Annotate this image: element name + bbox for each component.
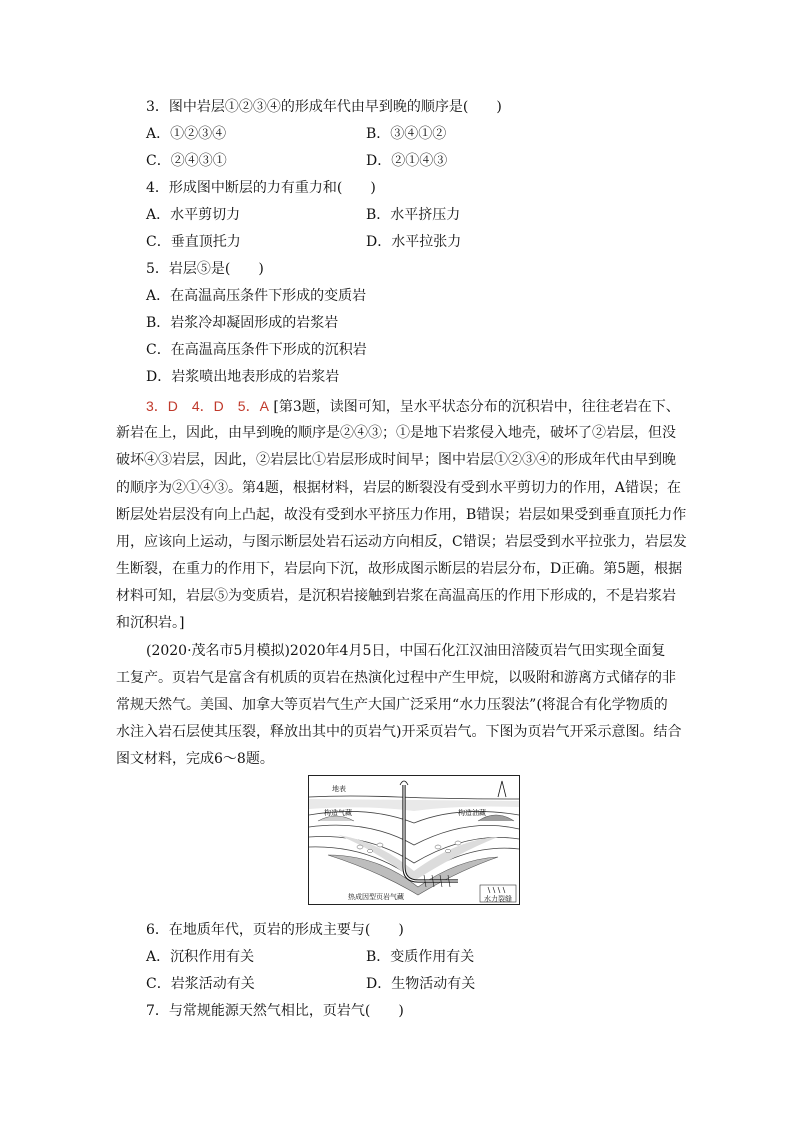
question-5-option-c: C．在高温高压条件下形成的沉积岩 [146, 342, 367, 358]
answer-line: 断层处岩层没有向上凸起，故没有受到水平挤压力作用，B错误；岩层如果受到垂直顶托力作 [116, 507, 687, 523]
question-6-option-b: B．变质作用有关 [366, 949, 475, 965]
question-4-option-b: B．水平挤压力 [366, 207, 461, 223]
label-thermal-shale-gas: 热成因型页岩气藏 [348, 893, 404, 901]
answer-line: 新岩在上，因此，由早到晚的顺序是②④③；①是地下岩浆侵入地壳，破坏了②岩层，但没 [116, 425, 676, 441]
answer-line: 用，应该向上运动，与图示断层处岩石运动方向相反，C错误；岩层受到水平拉张力，岩层发 [116, 534, 687, 550]
question-6-option-c: C．岩浆活动有关 [146, 976, 255, 992]
material-line: (2020·茂名市5月模拟)2020年4月5日，中国石化江汉油田涪陵页岩气田实现全面复 [146, 643, 666, 659]
question-3-option-b: B．③④①② [366, 126, 447, 142]
question-6-stem: 6．在地质年代，页岩的形成主要与( ) [146, 922, 404, 938]
material-line: 常规天然气。美国、加拿大等页岩气生产大国广泛采用“水力压裂法”(将混合有化学物质的 [116, 697, 668, 713]
answer-line: [第3题，读图可知，呈水平状态分布的沉积岩中，往往老岩在下、 [273, 399, 680, 415]
answer-key: 3．D 4．D 5．A [146, 398, 269, 414]
question-5-option-a: A．在高温高压条件下形成的变质岩 [146, 288, 367, 304]
material-line: 工复产。页岩气是富含有机质的页岩在热演化过程中产生甲烷，以吸附和游离方式储存的非 [116, 670, 676, 686]
answer-line: 的顺序为②①④③。第4题，根据材料，岩层的断裂没有受到水平剪切力的作用，A错误；在 [116, 480, 682, 496]
answer-line: 和沉积岩。] [116, 615, 185, 631]
shale-gas-diagram [308, 775, 520, 905]
question-3-option-d: D．②①④③ [366, 153, 448, 169]
question-4-option-c: C．垂直顶托力 [146, 234, 241, 250]
question-5-stem: 5．岩层⑤是( ) [146, 261, 264, 277]
answer-line: 材料可知，岩层⑤为变质岩，是沉积岩接触到岩浆在高温高压的作用下形成的，不是岩浆岩 [116, 588, 676, 604]
legend-label: 水力裂缝 [484, 895, 512, 903]
question-3-stem: 3．图中岩层①②③④的形成年代由早到晚的顺序是( ) [146, 99, 502, 115]
question-6-option-d: D．生物活动有关 [366, 976, 476, 992]
answer-line: 生断裂，在重力的作用下，岩层向下沉，故形成图示断层的岩层分布，D正确。第5题，根据 [116, 561, 683, 577]
question-3-option-c: C．②④③① [146, 153, 227, 169]
question-3-option-a: A．①②③④ [146, 126, 227, 142]
question-7-stem: 7．与常规能源天然气相比，页岩气( ) [146, 1003, 404, 1019]
label-structural-gas: 构造气藏 [324, 809, 352, 817]
material-line: 水注入岩石层使其压裂，释放出其中的页岩气)开采页岩气。下图为页岩气开采示意图。结合 [116, 724, 682, 740]
question-4-option-a: A．水平剪切力 [146, 207, 241, 223]
shale-gas-extraction-figure [308, 775, 520, 905]
question-4-stem: 4．形成图中断层的力有重力和( ) [146, 180, 376, 196]
label-structural-oil: 构造油藏 [458, 809, 486, 817]
question-6-option-a: A．沉积作用有关 [146, 949, 255, 965]
question-4-option-d: D．水平拉张力 [366, 234, 462, 250]
answer-line: 破坏④③岩层，因此，②岩层比①岩层形成时间早；图中岩层①②③④的形成年代由早到晚 [116, 452, 676, 468]
material-line: 图文材料，完成6～8题。 [116, 751, 274, 767]
answer-explanation-first-line [146, 396, 680, 417]
label-surface: 地表 [332, 785, 346, 793]
question-5-option-d: D．岩浆喷出地表形成的岩浆岩 [146, 369, 340, 385]
question-5-option-b: B．岩浆冷却凝固形成的岩浆岩 [146, 315, 339, 331]
